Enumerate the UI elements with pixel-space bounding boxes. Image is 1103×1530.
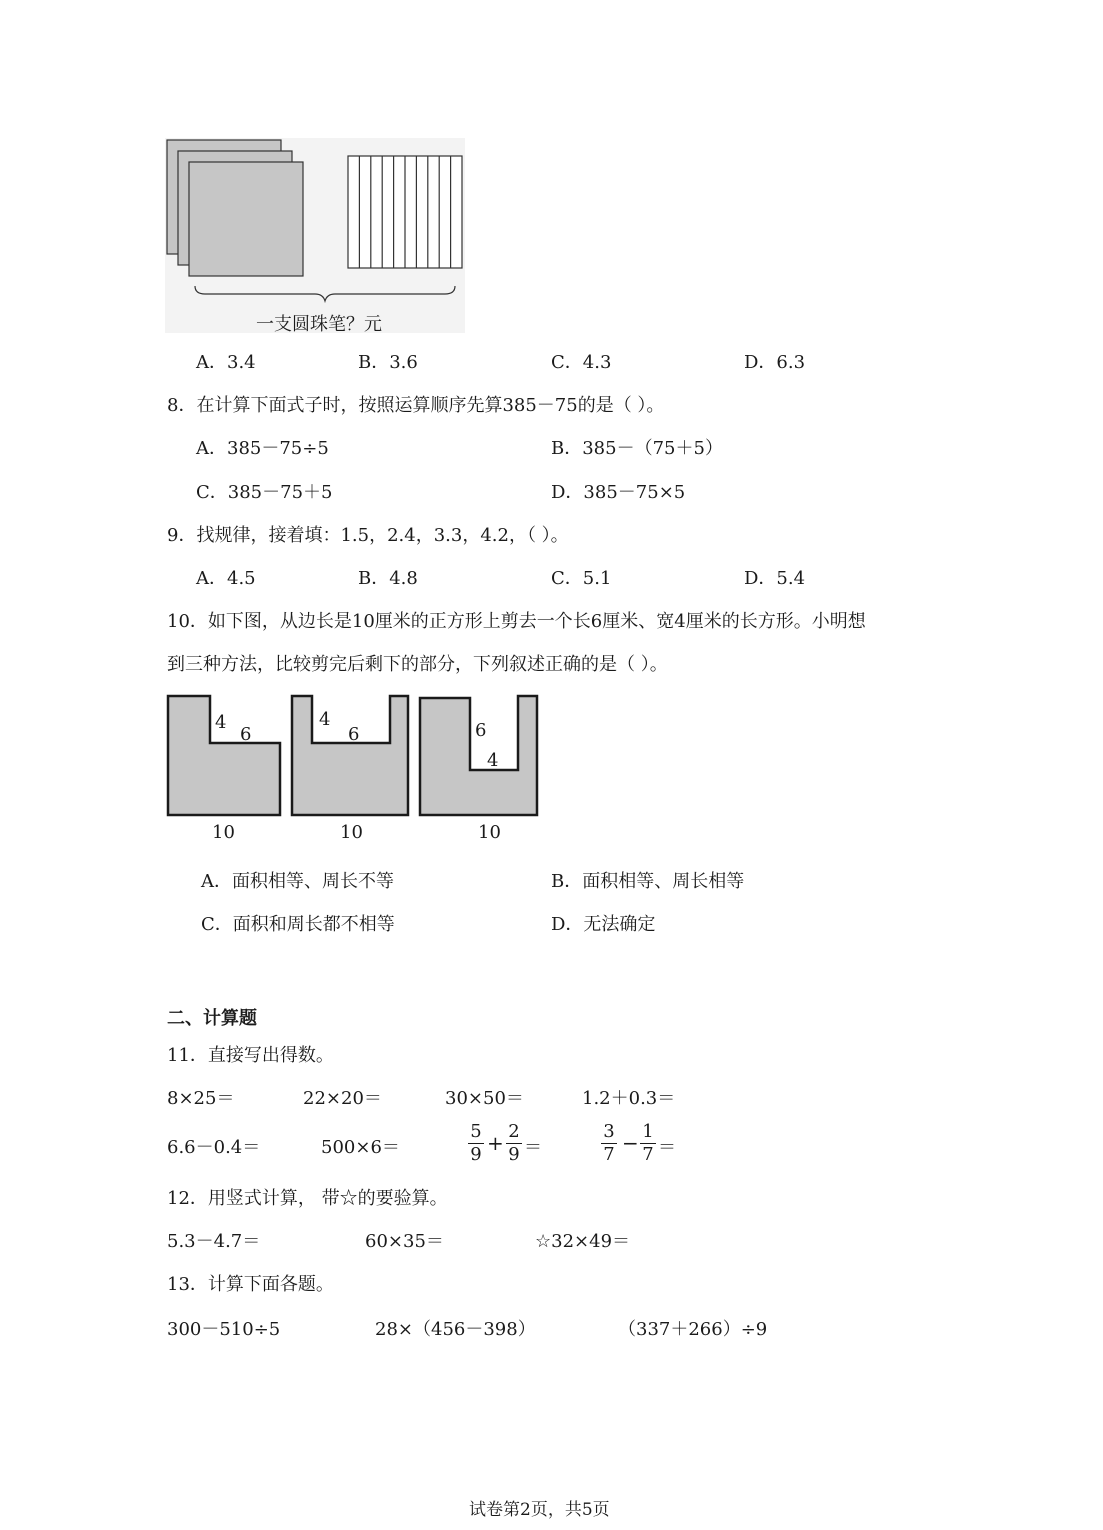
fig1-bottom: 10 <box>212 822 235 843</box>
fig3-bottom: 10 <box>478 822 501 843</box>
fraction-1-7 <box>640 1121 656 1166</box>
q10-figures <box>160 688 550 848</box>
q12-item-2: 60×35＝ <box>365 1231 444 1252</box>
page-footer: 试卷第2页，共5页 <box>469 1500 610 1520</box>
q11-stem: 11．直接写出得数。 <box>167 1045 334 1066</box>
q9-option-d[interactable]: D．5.4 <box>744 568 806 589</box>
plus-sign: + <box>487 1131 504 1155</box>
q12-stem: 12．用竖式计算， 带☆的要验算。 <box>167 1188 448 1209</box>
q7-option-c[interactable]: C．4.3 <box>551 352 612 373</box>
q11-item-3: 30×50＝ <box>445 1088 524 1109</box>
fig1-label-b: 6 <box>240 724 252 745</box>
q7-figure <box>165 138 465 333</box>
shape-top-cut <box>292 696 408 815</box>
fraction-5-9 <box>468 1121 484 1166</box>
fraction-3-7 <box>601 1121 617 1166</box>
q10-option-b[interactable]: B．面积相等、周长相等 <box>551 871 745 892</box>
q13-item-3: （337＋266）÷9 <box>618 1319 768 1340</box>
q10-option-d[interactable]: D．无法确定 <box>551 914 656 935</box>
q10-stem-line2: 到三种方法，比较剪完后剩下的部分，下列叙述正确的是（ ）。 <box>167 654 668 675</box>
fig1-label-a: 4 <box>215 712 227 733</box>
q9-option-a[interactable]: A．4.5 <box>196 568 256 589</box>
q11-item-4: 1.2＋0.3＝ <box>582 1088 676 1109</box>
q7-option-d[interactable]: D．6.3 <box>744 352 806 373</box>
numerator: 5 <box>470 1121 482 1142</box>
numerator: 3 <box>603 1121 615 1142</box>
q7-caption: 一支圆珠笔？元 <box>256 314 382 335</box>
fraction-2-9 <box>506 1121 522 1166</box>
q7-option-b[interactable]: B．3.6 <box>358 352 418 373</box>
q12-item-3: ☆32×49＝ <box>535 1231 631 1252</box>
q11-item-2: 22×20＝ <box>303 1088 382 1109</box>
q13-item-2: 28×（456－398） <box>375 1319 536 1340</box>
q10-option-c[interactable]: C．面积和周长都不相等 <box>201 914 395 935</box>
q8-option-d[interactable]: D．385－75×5 <box>551 482 686 503</box>
q11-item-6: 500×6＝ <box>321 1137 400 1158</box>
q9-stem: 9．找规律，接着填：1.5，2.4，3.3，4.2，（ ）。 <box>167 525 569 546</box>
ten-strips <box>348 156 462 268</box>
equals-sign: ＝ <box>658 1137 676 1158</box>
q8-option-c[interactable]: C．385－75＋5 <box>196 482 333 503</box>
q10-stem-line1: 10．如下图，从边长是10厘米的正方形上剪去一个长6厘米、宽4厘米的长方形。小明想 <box>167 611 866 632</box>
fig2-label-b: 6 <box>348 724 360 745</box>
denominator: 9 <box>470 1144 482 1165</box>
q13-stem: 13．计算下面各题。 <box>167 1274 334 1295</box>
q9-option-b[interactable]: B．4.8 <box>358 568 418 589</box>
denominator: 9 <box>508 1144 520 1165</box>
q10-option-a[interactable]: A．面积相等、周长不等 <box>201 871 394 892</box>
q8-option-a[interactable]: A．385－75÷5 <box>196 438 329 459</box>
numerator: 1 <box>642 1121 654 1142</box>
fig2-label-a: 4 <box>319 709 331 730</box>
hundred-square-1 <box>189 162 303 276</box>
fig2-bottom: 10 <box>340 822 363 843</box>
fig3-label-a: 6 <box>475 720 487 741</box>
section-title: 二、计算题 <box>167 1008 257 1029</box>
equals-sign: ＝ <box>524 1137 542 1158</box>
minus-sign: − <box>622 1131 639 1155</box>
q11-item-1: 8×25＝ <box>167 1088 235 1109</box>
q9-option-c[interactable]: C．5.1 <box>551 568 612 589</box>
fig3-label-b: 4 <box>487 750 499 771</box>
q8-stem: 8．在计算下面式子时，按照运算顺序先算385－75的是（ ）。 <box>167 395 665 416</box>
q8-option-b[interactable]: B．385－（75＋5） <box>551 438 723 459</box>
q12-item-1: 5.3－4.7＝ <box>167 1231 261 1252</box>
denominator: 7 <box>642 1144 654 1165</box>
q11-item-5: 6.6－0.4＝ <box>167 1137 261 1158</box>
numerator: 2 <box>508 1121 520 1142</box>
q13-item-1: 300－510÷5 <box>167 1319 281 1340</box>
denominator: 7 <box>603 1144 615 1165</box>
money-illustration <box>165 138 465 333</box>
q7-option-a[interactable]: A．3.4 <box>196 352 256 373</box>
shape-slot-cut <box>420 696 537 815</box>
